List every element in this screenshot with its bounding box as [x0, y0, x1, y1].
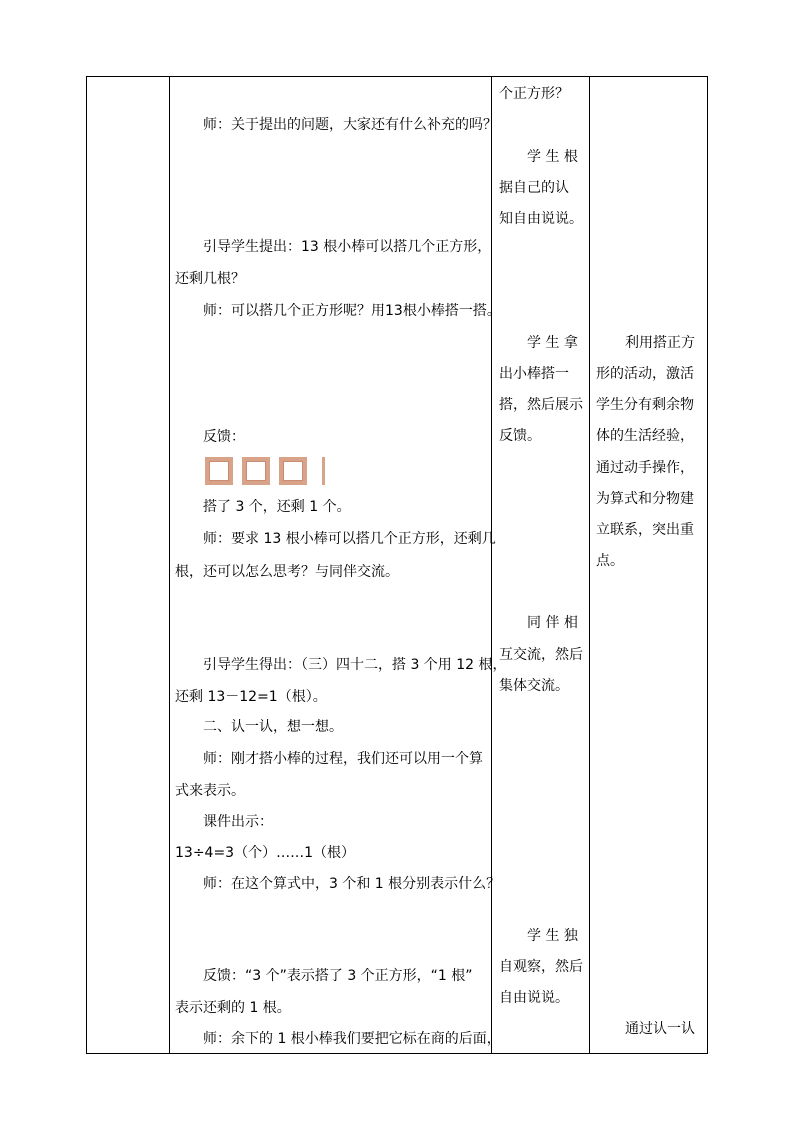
col2-line: 反馈：“3 个”表示搭了 3 个正方形，“1 根” — [203, 968, 473, 984]
col3-line: 据自己的认 — [499, 180, 569, 196]
col4-line: 点。 — [596, 553, 624, 569]
column-divider-1 — [169, 77, 170, 1053]
col3-line: 自观察，然后 — [499, 959, 583, 975]
col4-line: 通过动手操作， — [596, 460, 694, 476]
col2-line: 师：关于提出的问题，大家还有什么补充的吗？ — [203, 117, 497, 133]
col2-line: 师：刚才搭小棒的过程，我们还可以用一个算 — [203, 751, 483, 767]
col4-line: 利用搭正方 — [625, 335, 695, 351]
col2-line: 还剩几根？ — [175, 271, 245, 287]
col3-line: 学 生 根 — [527, 149, 578, 165]
col2-line: 师：要求 13 根小棒可以搭几个正方形，还剩几 — [203, 531, 496, 547]
col3-line: 同 伴 相 — [527, 615, 578, 631]
col2-line: 课件出示： — [203, 814, 273, 830]
col3-line: 学 生 独 — [527, 928, 578, 944]
col3-line: 学 生 拿 — [527, 335, 578, 351]
col2-line: 搭了 3 个，还剩 1 个。 — [203, 499, 351, 515]
col2-line: 式来表示。 — [175, 783, 245, 799]
single-stick — [322, 457, 325, 485]
col4-line: 学生分有剩余物 — [596, 397, 694, 413]
col4-line: 体的生活经验， — [596, 428, 694, 444]
col4-line: 立联系，突出重 — [596, 522, 694, 538]
col3-line: 反馈。 — [499, 428, 541, 444]
col4-line: 为算式和分物建 — [596, 491, 694, 507]
column-divider-3 — [589, 77, 590, 1053]
col2-line: 13÷4=3（个）……1（根） — [175, 845, 355, 861]
col2-line: 师：可以搭几个正方形呢？用13根小棒搭一搭。 — [203, 303, 501, 319]
col3-line: 知自由说说。 — [499, 211, 583, 227]
col3-line: 互交流，然后 — [499, 647, 583, 663]
col2-line: 反馈： — [203, 429, 245, 445]
col4-line: 通过认一认 — [625, 1021, 695, 1037]
col2-line: 表示还剩的 1 根。 — [175, 1000, 291, 1016]
col3-line: 个正方形？ — [499, 86, 569, 102]
col2-line: 师：余下的 1 根小棒我们要把它标在商的后面， — [203, 1031, 501, 1047]
col2-line: 根，还可以怎么思考？与同伴交流。 — [175, 564, 399, 580]
stick-square — [279, 457, 307, 485]
stick-square — [242, 457, 270, 485]
col2-line: 师：在这个算式中，3 个和 1 根分别表示什么？ — [203, 876, 501, 892]
col2-line: 还剩 13－12=1（根）。 — [175, 689, 327, 705]
col2-line: 二、认一认，想一想。 — [203, 719, 343, 735]
stick-square — [205, 457, 233, 485]
column-divider-2 — [491, 77, 492, 1053]
col3-line: 搭，然后展示 — [499, 397, 583, 413]
col2-line: 引导学生提出：13 根小棒可以搭几个正方形， — [203, 239, 492, 255]
col3-line: 出小棒搭一 — [499, 366, 569, 382]
col3-line: 集体交流。 — [499, 678, 569, 694]
col3-line: 自由说说。 — [499, 990, 569, 1006]
col4-line: 形的活动，激活 — [596, 366, 694, 382]
col2-line: 引导学生得出：（三）四十二，搭 3 个用 12 根， — [203, 657, 507, 673]
